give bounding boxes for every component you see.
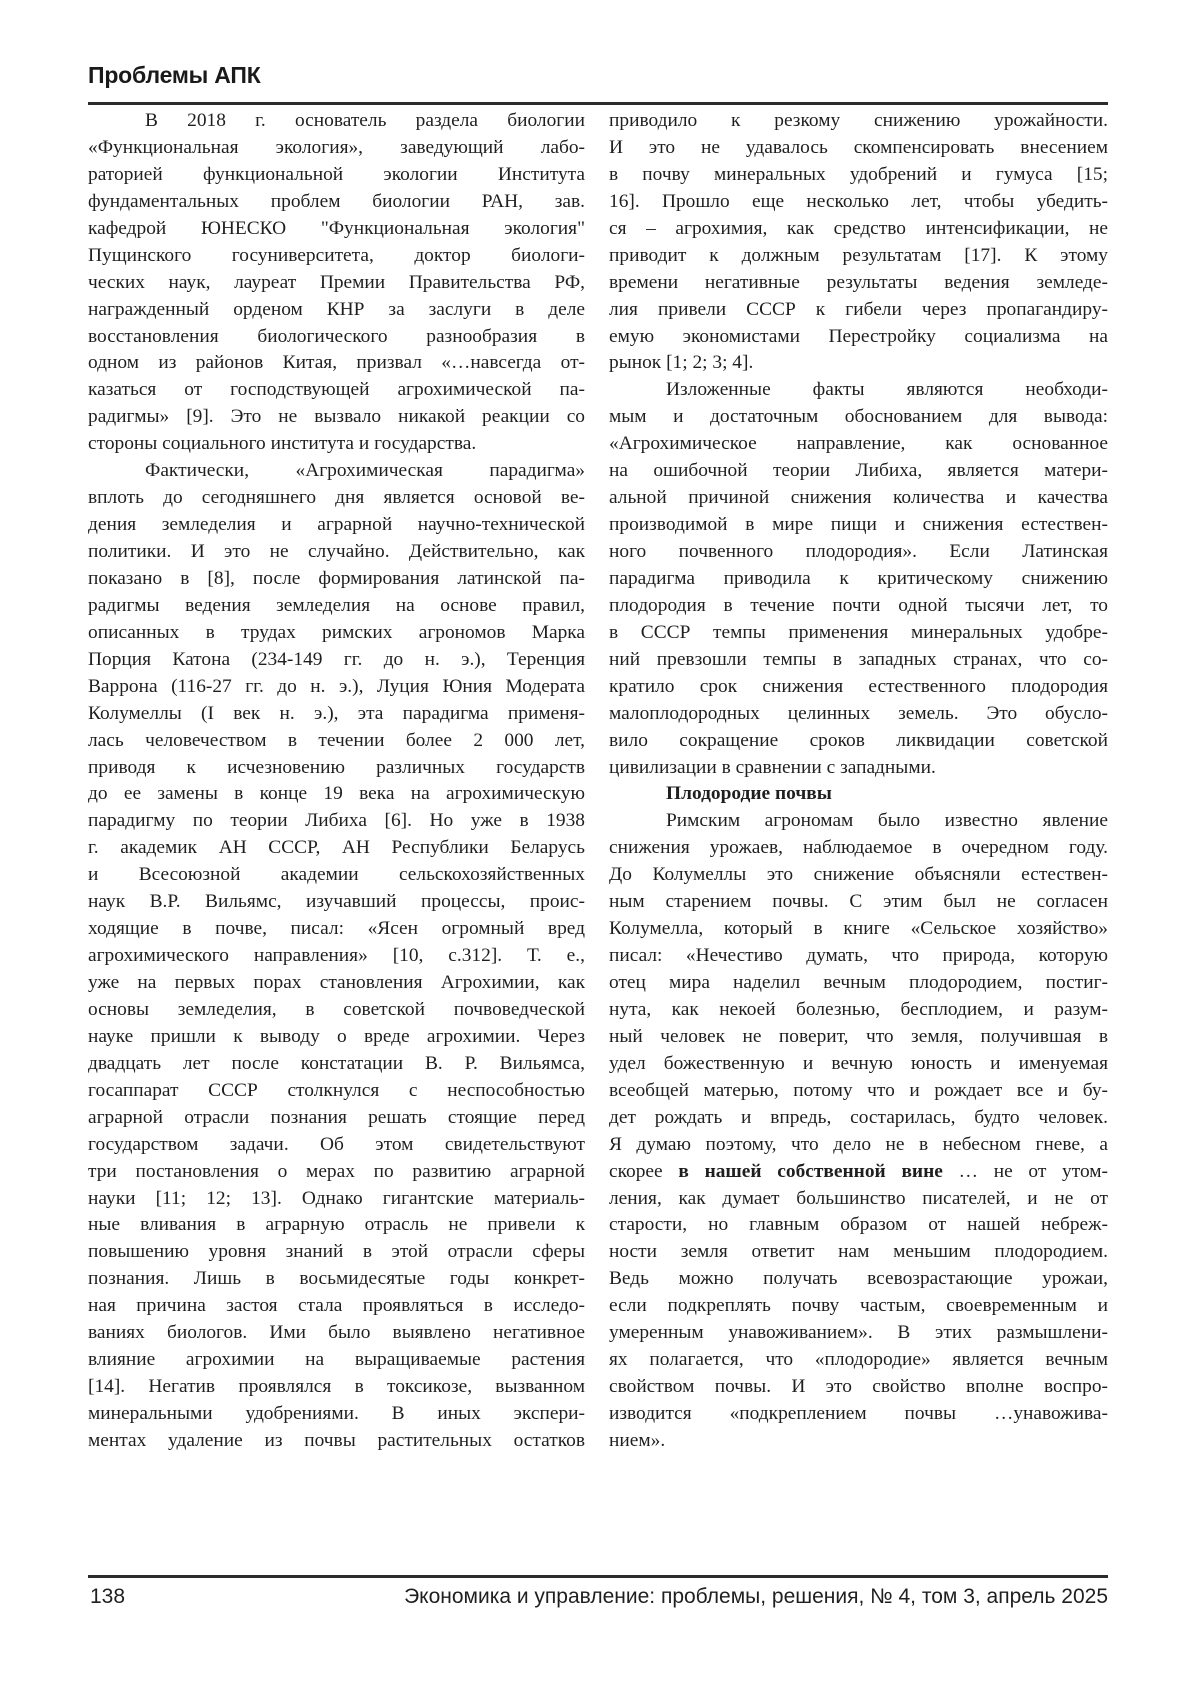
text-line: казаться от господствующей агрохимической па- bbox=[88, 379, 585, 401]
text-line: Колумелла, который в книге «Сельское хозяйство» bbox=[609, 918, 1108, 940]
paragraph bbox=[88, 458, 585, 1455]
text-line: изводится «подкреплением почвы …унавожива- bbox=[609, 1403, 1108, 1424]
text-line: Я думаю поэтому, что дело не в небесном гневе, а bbox=[609, 1133, 1108, 1155]
text-line: мым и достаточным обоснованием для вывода: bbox=[609, 406, 1108, 428]
text-line: старости, но главным образом от нашей небреж- bbox=[609, 1214, 1108, 1236]
text-line: на ошибочной теории Либиха, является матери- bbox=[609, 460, 1108, 482]
text-line: удел божественную и вечную юность и именуемая bbox=[609, 1052, 1108, 1074]
text-line: дения земледелия и аграрной научно-технической bbox=[88, 514, 585, 536]
text-line: повышению уровня знаний в этой отрасли сферы bbox=[88, 1241, 585, 1263]
text-line: уже на первых порах становления Агрохимии, как bbox=[88, 972, 585, 993]
text-line: вплоть до сегодняшнего дня является основой ве- bbox=[88, 487, 585, 509]
text-line: Варрона (116-27 гг. до н. э.), Луция Юния Модерата bbox=[88, 675, 585, 697]
paragraph bbox=[609, 108, 1108, 377]
text-line: в почву минеральных удобрений и гумуса [15; bbox=[609, 163, 1108, 185]
text-line: всеобщей матерью, потому что и рождает все и бу- bbox=[609, 1079, 1108, 1101]
text-line: Колумеллы (I век н. э.), эта парадигма применя- bbox=[88, 702, 585, 724]
paragraph-part bbox=[609, 1186, 1108, 1455]
text-line: ях полагается, что «плодородие» является вечным bbox=[609, 1349, 1108, 1371]
text-line: Ведь можно получать всевозрастающие урожаи, bbox=[609, 1268, 1108, 1290]
text-line: цивилизации в сравнении с западными. bbox=[609, 756, 936, 778]
text-line: писал: «Нечестиво думать, что природа, которую bbox=[609, 945, 1108, 967]
paragraph bbox=[609, 808, 1108, 1455]
text-line: альной причиной снижения количества и качества bbox=[609, 487, 1108, 509]
text-line: ваниях биологов. Ими было выявлено негативное bbox=[88, 1322, 585, 1344]
line-suffix: … не от утом- bbox=[942, 1160, 1109, 1182]
text-line: до ее замены в конце 19 века на агрохимическую bbox=[88, 783, 585, 805]
text-line: вило сокращение сроков ликвидации советской bbox=[609, 729, 1108, 751]
text-line: ний превзошли темпы в западных странах, что со- bbox=[609, 648, 1108, 670]
text-line: умеренным унавоживанием». В этих размышлени- bbox=[609, 1322, 1108, 1344]
text-line: «Агрохимическое направление, как основанное bbox=[609, 433, 1108, 455]
text-line: аграрной отрасли познания решать стоящие перед bbox=[88, 1106, 585, 1128]
text-line: времени негативные результаты ведения земледе- bbox=[609, 271, 1108, 293]
text-line: науке пришли к выводу о вреде агрохимии. Через bbox=[88, 1025, 585, 1047]
text-line: емую экономистами Перестройку социализма на bbox=[609, 325, 1108, 347]
running-head-section-title: Проблемы АПК bbox=[88, 62, 261, 88]
text-line: Пущинского госуниверситета, доктор биологи- bbox=[88, 244, 585, 266]
text-line: если подкреплять почву частым, своевременным и bbox=[609, 1295, 1108, 1317]
text-line: и Всесоюзной академии сельскохозяйственных bbox=[88, 864, 585, 886]
text-line: Римским агрономам было известно явление bbox=[666, 810, 1108, 832]
text-line: влияние агрохимии на выращиваемые растения bbox=[88, 1349, 585, 1371]
text-line: Фактически, «Агрохимическая парадигма» bbox=[145, 460, 585, 482]
text-line: приводило к резкому снижению урожайности. bbox=[609, 110, 1108, 131]
text-line: наук В.Р. Вильямс, изучавший процессы, проис- bbox=[88, 891, 585, 913]
text-line: восстановления биологического разнообразия в bbox=[88, 325, 585, 347]
text-line: ся – агрохимия, как средство интенсификации, не bbox=[609, 217, 1108, 239]
text-line: описанных в трудах римских агрономов Марка bbox=[88, 621, 585, 643]
text-line: 16]. Прошло еще несколько лет, чтобы убедить- bbox=[609, 190, 1108, 212]
text-line: кратило срок снижения естественного плодородия bbox=[609, 675, 1108, 697]
text-line: науки [11; 12; 13]. Однако гигантские материаль- bbox=[88, 1187, 585, 1209]
text-line: двадцать лет после констатации В. Р. Вильямса, bbox=[88, 1052, 585, 1074]
text-line: госаппарат СССР столкнулся с неспособностью bbox=[88, 1079, 585, 1101]
text-line: ческих наук, лауреат Премии Правительства РФ, bbox=[88, 271, 585, 293]
line-prefix: скорее bbox=[609, 1160, 679, 1182]
text-line: познания. Лишь в восьмидесятые годы конкрет- bbox=[88, 1268, 585, 1290]
text-line: стороны социального института и государства. bbox=[88, 433, 477, 455]
text-line: [14]. Негатив проявлялся в токсикозе, вызванном bbox=[88, 1376, 585, 1398]
text-line: нием». bbox=[609, 1429, 666, 1451]
text-line: три постановления о мерах по развитию аграрной bbox=[88, 1160, 585, 1182]
text-line: агрохимического направления» [10, с.312]. Т. е., bbox=[88, 945, 585, 967]
right-column bbox=[609, 108, 1108, 1455]
text-line: ного почвенного плодородия». Если Латинская bbox=[609, 541, 1108, 562]
text-line: г. академик АН СССР, АН Республики Беларусь bbox=[88, 837, 585, 859]
paragraph-line-with-emphasis bbox=[609, 1159, 1108, 1186]
paragraph bbox=[609, 377, 1108, 781]
text-line: И это не удавалось скомпенсировать внесением bbox=[609, 136, 1108, 158]
text-line: парадигма приводила к критическому снижению bbox=[609, 567, 1108, 589]
footer-divider bbox=[88, 1575, 1108, 1578]
text-line: радигмы» [9]. Это не вызвало никакой реакции со bbox=[88, 406, 585, 428]
text-line: ный человек не поверит, что земля, получившая в bbox=[609, 1025, 1108, 1047]
text-line: производимой в мире пищи и снижения естествен- bbox=[609, 514, 1108, 536]
text-line: приводя к исчезновению различных государств bbox=[88, 756, 585, 778]
text-line: плодородия в течение почти одной тысячи лет, то bbox=[609, 594, 1108, 616]
text-line: лия привели СССР к гибели через пропагандиру- bbox=[609, 298, 1108, 320]
text-line: Порция Катона (234-149 гг. до н. э.), Теренция bbox=[88, 648, 585, 670]
left-column bbox=[88, 108, 585, 1455]
text-line: ная причина застоя стала проявляться в исследо- bbox=[88, 1295, 585, 1317]
text-line: До Колумеллы это снижение объясняли естествен- bbox=[609, 864, 1108, 886]
text-line: приводит к должным результатам [17]. К этому bbox=[609, 244, 1108, 266]
text-line: в СССР темпы применения минеральных удобре- bbox=[609, 621, 1108, 643]
header-divider bbox=[88, 102, 1108, 105]
page-number: 138 bbox=[90, 1585, 126, 1608]
text-line: кафедрой ЮНЕСКО "Функциональная экология" bbox=[88, 217, 585, 239]
text-line: парадигму по теории Либиха [6]. Но уже в 1938 bbox=[88, 810, 585, 832]
text-line: раторией функциональной экологии Института bbox=[88, 163, 585, 185]
text-line: ления, как думает большинство писателей, и не от bbox=[609, 1187, 1108, 1209]
text-line: ности земля ответит нам меньшим плодородием. bbox=[609, 1241, 1108, 1263]
text-line: фундаментальных проблем биологии РАН, зав. bbox=[88, 190, 585, 212]
paragraph bbox=[88, 108, 585, 458]
text-line: нута, как некоей болезнью, бесплодием, и разум- bbox=[609, 998, 1108, 1020]
text-line: одном из районов Китая, призвал «…навсегда от- bbox=[88, 352, 585, 374]
text-line: государством задачи. Об этом свидетельствуют bbox=[88, 1133, 585, 1155]
text-line: политики. И это не случайно. Действительно, как bbox=[88, 541, 585, 562]
text-line: В 2018 г. основатель раздела биологии bbox=[145, 110, 585, 131]
emphasis-text: в нашей собственной вине bbox=[678, 1160, 943, 1182]
text-line: ходящие в почве, писал: «Ясен огромный вред bbox=[88, 918, 585, 940]
text-line: дет рождать и впредь, состарилась, будто человек. bbox=[609, 1106, 1108, 1128]
text-line: рынок [1; 2; 3; 4]. bbox=[609, 352, 754, 374]
text-line: «Функциональная экология», заведующий лабо- bbox=[88, 136, 585, 158]
text-line: ные вливания в аграрную отрасль не привели к bbox=[88, 1214, 585, 1236]
text-line: ментах удаление из почвы растительных остатков bbox=[88, 1429, 585, 1451]
section-heading: Плодородие почвы bbox=[666, 783, 832, 805]
text-line: снижения урожаев, наблюдаемое в очередном году. bbox=[609, 837, 1108, 859]
text-line: минеральными удобрениями. В иных экспери- bbox=[88, 1403, 585, 1424]
text-line: ным старением почвы. С этим был не согласен bbox=[609, 891, 1108, 913]
text-line: свойством почвы. И это свойство вполне воспро- bbox=[609, 1376, 1108, 1398]
text-line: основы земледелия, в советской почвоведческой bbox=[88, 998, 585, 1020]
text-line: малоплодородных целинных земель. Это обусло- bbox=[609, 702, 1108, 724]
paragraph-part bbox=[609, 808, 1108, 1158]
text-line: показано в [8], после формирования латинской па- bbox=[88, 567, 585, 589]
text-line: награжденный орденом КНР за заслуги в деле bbox=[88, 298, 585, 320]
journal-citation: Экономика и управление: проблемы, решения, № 4, том 3, апрель 2025 bbox=[404, 1585, 1108, 1608]
text-line: отец мира наделил вечным плодородием, постиг- bbox=[609, 972, 1108, 993]
text-line: радигмы ведения земледелия на основе правил, bbox=[88, 594, 585, 616]
text-line: Изложенные факты являются необходи- bbox=[666, 379, 1108, 401]
text-line: лась человечеством в течении более 2 000 лет, bbox=[88, 729, 585, 751]
